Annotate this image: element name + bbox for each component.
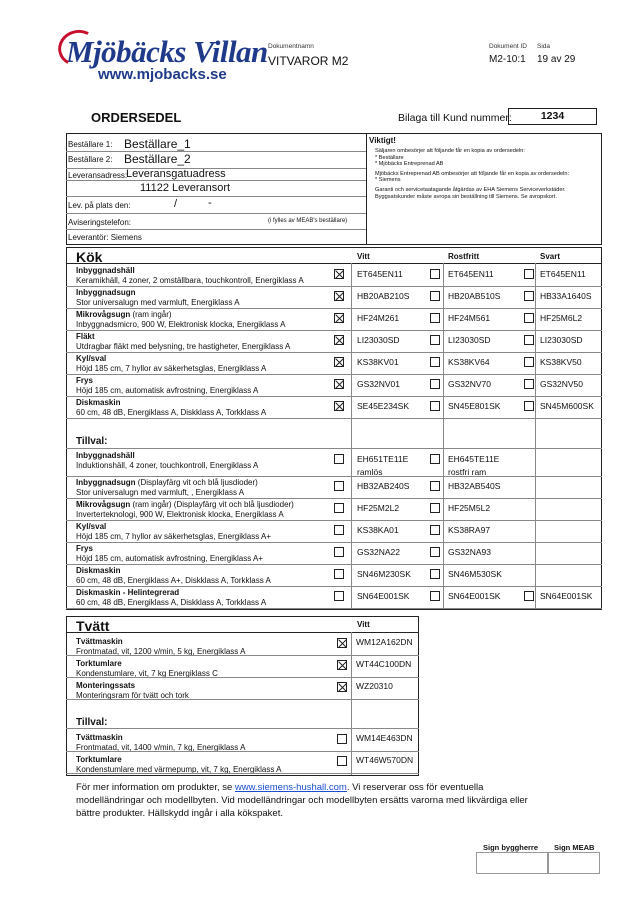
model-number: SN46M230SK [357, 569, 411, 579]
product-desc: Frontmatad, vit, 1200 v/min, 5 kg, Energiklass A [76, 647, 246, 656]
important-note [369, 136, 599, 200]
model-number: ET645EN11 [357, 269, 403, 279]
product-name-text: Mikrovågsugn [76, 310, 131, 319]
product-desc: 60 cm, 48 dB, Energiklass A+, Diskklass A, Torkklass A [76, 576, 271, 585]
kitchen-tillval-label: Tillval: [76, 436, 108, 447]
product-desc: 60 cm, 48 dB, Energiklass A, Diskklass A, Torkklass A [76, 598, 267, 607]
product-desc: Kondenstumlare med värmepump, vit, 7 kg, Energiklass A [76, 765, 282, 774]
checkbox-svart[interactable] [524, 591, 534, 601]
product-name [76, 376, 93, 385]
product-name-text: Fläkt [76, 332, 95, 341]
model-number: KS38KV01 [357, 357, 399, 367]
checkbox-vitt[interactable] [337, 682, 347, 692]
phone-label: Aviseringstelefon: [68, 218, 131, 227]
buyer1-label: Beställare 1: [68, 140, 113, 149]
product-name [76, 332, 95, 341]
model-number: LI23030SD [540, 335, 583, 345]
buyer1-field[interactable]: Beställare_1 [124, 137, 191, 151]
checkbox-svart[interactable] [524, 291, 534, 301]
logo-url: www.mjobacks.se [98, 66, 227, 83]
model-number: SN64E001SK [448, 591, 501, 601]
product-name-text: Kyl/sval [76, 354, 107, 363]
footer-text [76, 781, 596, 820]
model-number: HF25M6L2 [540, 313, 583, 323]
model-number: SN46M530SK [448, 569, 502, 579]
important-line: Mjöbäcks Entreprenad AB ombesörjer att följande får en kopia av ordersedeln: [375, 170, 570, 177]
address-label: Leveransadress: [68, 171, 128, 180]
product-name [76, 500, 294, 509]
checkbox-rostfritt[interactable] [430, 481, 440, 491]
product-name-text: Diskmaskin [76, 398, 121, 407]
checkbox-rostfritt[interactable] [430, 547, 440, 557]
product-name-text: Inbyggnadsugn [76, 478, 136, 487]
checkbox-vitt[interactable] [334, 547, 344, 557]
model-number: HB32AB540S [448, 481, 501, 491]
product-name-text: Diskmaskin - Helintegrerad [76, 588, 180, 597]
checkbox-vitt[interactable] [334, 525, 344, 535]
important-line: Säljaren ombesörjer att följande får en kopia av ordersedeln: [375, 148, 525, 154]
model-number: ET645EN11 [448, 269, 494, 279]
model-number: HF25M2L2 [357, 503, 400, 513]
buyer2-field[interactable]: Beställare_2 [124, 152, 191, 166]
checkbox-vitt[interactable] [334, 269, 344, 279]
signature-meab-box[interactable] [548, 852, 600, 874]
product-name: Torktumlare [76, 755, 122, 764]
checkbox-rostfritt[interactable] [430, 401, 440, 411]
checkbox-rostfritt[interactable] [430, 591, 440, 601]
kitchen-col-svart: Svart [540, 252, 561, 261]
checkbox-vitt[interactable] [334, 591, 344, 601]
row-divider [66, 655, 419, 656]
checkbox-vitt[interactable] [337, 756, 347, 766]
model-number: LI23030SD [357, 335, 400, 345]
checkbox-svart[interactable] [524, 357, 534, 367]
checkbox-rostfritt[interactable] [430, 313, 440, 323]
lot-sep-2: - [208, 197, 212, 209]
model-number: EH651TE11E [357, 454, 409, 464]
company-logo [60, 26, 268, 86]
signature-builder-box[interactable] [476, 852, 548, 874]
order-title: ORDERSEDEL [91, 110, 182, 125]
kitchen-col-vitt: Vitt [357, 252, 370, 261]
checkbox-svart[interactable] [524, 379, 534, 389]
row-divider [66, 418, 602, 419]
model-number: rostfri ram [448, 467, 487, 477]
model-number: WM14E463DN [356, 733, 413, 743]
model-number: ramlös [357, 467, 383, 477]
row-divider [66, 751, 419, 752]
model-number: HB33A1640S [540, 291, 592, 301]
product-name [76, 288, 136, 297]
model-number: ET645EN11 [540, 269, 586, 279]
product-name: Tvättmaskin [76, 733, 123, 742]
model-number: KS38RA97 [448, 525, 491, 535]
model-number: HF24M261 [357, 313, 400, 323]
model-number: HB32AB240S [357, 481, 410, 491]
product-name [76, 566, 120, 575]
product-name-text: Frys [76, 544, 93, 553]
product-desc: Utdragbar fläkt med belysning, tre hastigheter, Energiklass A [76, 342, 291, 351]
footer-pre: För mer information om produkter, se [76, 782, 235, 793]
checkbox-svart[interactable] [524, 401, 534, 411]
siemens-link[interactable]: www.siemens-hushall.com [234, 782, 347, 793]
product-desc: Höjd 185 cm, automatisk avfrostning, Energiklass A [76, 386, 259, 395]
important-line: * Siemens [375, 177, 401, 184]
model-number: SN45M600SK [540, 401, 594, 411]
checkbox-rostfritt[interactable] [430, 379, 440, 389]
important-line: * Mjöbäcks Entreprenad AB [375, 161, 444, 168]
checkbox-vitt[interactable] [334, 481, 344, 491]
attachment-label: Bilaga till Kund nummer: [398, 112, 512, 124]
laundry-col-vitt: Vitt [357, 620, 370, 629]
product-name [76, 398, 120, 407]
model-number: KS38KV64 [448, 357, 490, 367]
doc-name: VITVAROR M2 [268, 54, 349, 68]
checkbox-svart[interactable] [524, 269, 534, 279]
customer-number-field[interactable] [508, 108, 597, 125]
model-number: HB20AB510S [448, 291, 501, 301]
product-name-text: Inbyggnadshäll [76, 451, 135, 460]
product-name-extra: (ram ingår) (Displayfärg vit och blå ljusdioder) [130, 500, 294, 509]
row-divider [66, 677, 419, 678]
product-name-text: Frys [76, 376, 93, 385]
column-divider [443, 263, 444, 609]
product-desc: Höjd 185 cm, 7 hyllor av säkerhetsglas, Energiklass A+ [76, 532, 271, 541]
model-number: SN45E801SK [448, 401, 501, 411]
laundry-tillval-label: Tillval: [76, 717, 108, 728]
row-divider [66, 699, 419, 700]
important-line: Garanti och servicetaatagande åtgärdas av EHA Siemens Serviceverkstäder. [375, 186, 566, 193]
column-divider [351, 263, 352, 609]
model-number: WZ20310 [356, 681, 393, 691]
product-name [76, 310, 172, 319]
model-number: KS38KA01 [357, 525, 399, 535]
postal-field[interactable]: 11122 Leveransort [140, 182, 231, 194]
model-number: GS32NV70 [448, 379, 491, 389]
checkbox-rostfritt[interactable] [430, 291, 440, 301]
important-lines [375, 148, 599, 200]
checkbox-rostfritt[interactable] [430, 357, 440, 367]
product-desc: Inverterteknologi, 900 W, Elektronisk klocka, Energiklass A [76, 510, 284, 519]
supplier-label: Leverantör: Siemens [68, 233, 142, 242]
checkbox-rostfritt[interactable] [430, 503, 440, 513]
checkbox-rostfritt[interactable] [430, 569, 440, 579]
product-name [76, 588, 179, 597]
column-divider [351, 632, 352, 775]
tillval-divider [66, 728, 419, 729]
product-name [76, 354, 106, 363]
product-name-text: Diskmaskin [76, 566, 121, 575]
model-number: SE45E234SK [357, 401, 409, 411]
checkbox-vitt[interactable] [334, 569, 344, 579]
footer-post: . Vi reserverar oss för eventuella [346, 782, 484, 793]
product-name [76, 522, 106, 531]
important-title: Viktigt! [369, 136, 396, 145]
checkbox-vitt[interactable] [334, 291, 344, 301]
doc-name-label: Dokumentnamn [268, 43, 314, 50]
model-number: EH645TE11E [448, 454, 500, 464]
laundry-title: Tvätt [76, 618, 110, 634]
model-number: GS32NA22 [357, 547, 400, 557]
phone-note: (i fylles av MEAB's beställare) [268, 218, 348, 224]
checkbox-vitt[interactable] [334, 454, 344, 464]
checkbox-vitt[interactable] [337, 660, 347, 670]
address-field[interactable]: Leveransgatuadress [126, 168, 226, 180]
checkbox-vitt[interactable] [337, 734, 347, 744]
important-line: * Beställare [375, 154, 404, 161]
model-number: LI23030SD [448, 335, 491, 345]
kitchen-title: Kök [76, 249, 103, 265]
important-line: Byggsatskunder måste avropa sin beställning till Siemens. Se avropskort. [375, 193, 557, 200]
checkbox-vitt[interactable] [334, 379, 344, 389]
checkbox-vitt[interactable] [337, 638, 347, 648]
product-desc: Induktionshäll, 4 zoner, touchkontroll, Energiklass A [76, 461, 259, 470]
product-desc: 60 cm, 48 dB, Energiklass A, Diskklass A, Torkklass A [76, 408, 267, 417]
product-desc: Höjd 185 cm, automatisk avfrostning, Energiklass A+ [76, 554, 263, 563]
product-desc: Inbyggnadsmicro, 900 W, Elektronisk klocka, Energiklass A [76, 320, 286, 329]
checkbox-vitt[interactable] [334, 335, 344, 345]
model-number: HF25M5L2 [448, 503, 491, 513]
kitchen-col-rostfritt: Rostfritt [448, 252, 480, 261]
model-number: SN64E001SK [357, 591, 410, 601]
checkbox-vitt[interactable] [334, 313, 344, 323]
logo-brand-name: Mjöbäcks Villan [66, 34, 268, 69]
lot-sep-1: / [174, 198, 178, 210]
checkbox-vitt[interactable] [334, 503, 344, 513]
product-name-text: Inbyggnadshäll [76, 266, 135, 275]
footer-line3: bättre produkter. Hällskydd ingår i alla kökspaket. [76, 808, 283, 819]
model-number: GS32NA93 [448, 547, 491, 557]
checkbox-vitt[interactable] [334, 357, 344, 367]
checkbox-rostfritt[interactable] [430, 525, 440, 535]
doc-id: M2-10:1 [489, 54, 526, 65]
model-number: KS38KV50 [540, 357, 582, 367]
model-number: SN64E001SK [540, 591, 593, 601]
model-number: WM12A162DN [356, 637, 413, 647]
doc-id-label: Dokument ID [489, 43, 527, 50]
product-desc: Monteringsram för tvätt och tork [76, 691, 189, 700]
checkbox-rostfritt[interactable] [430, 269, 440, 279]
product-desc: Stor universalugn med varmluft, Energiklass A [76, 298, 240, 307]
product-name [76, 478, 258, 487]
page-label: Sida [537, 43, 551, 50]
product-name-extra: (ram ingår) [130, 310, 172, 319]
footer-line2: modelländringar och modellbyten. Vid modelländringar och modellbyten ersätts varorna med likvärdiga eller [76, 795, 528, 806]
product-desc: Stor universalugn med varmluft, , Energiklass A [76, 488, 245, 497]
product-desc: Höjd 185 cm, 7 hyllor av säkerhetsglas, Energiklass A [76, 364, 267, 373]
product-desc: Frontmatad, vit, 1400 v/min, 7 kg, Energiklass A [76, 743, 246, 752]
product-name-extra: (Displayfärg vit och blå ljusdioder) [135, 478, 258, 487]
row-divider [66, 773, 419, 774]
column-divider [535, 263, 536, 609]
checkbox-rostfritt[interactable] [430, 454, 440, 464]
product-desc: Keramikhäll, 4 zoner, 2 omställbara, touchkontroll, Energiklass A [76, 276, 304, 285]
checkbox-rostfritt[interactable] [430, 335, 440, 345]
checkbox-vitt[interactable] [334, 401, 344, 411]
product-name [76, 451, 135, 460]
laundry-header-divider [66, 632, 419, 633]
product-name: Monteringssats [76, 681, 136, 690]
page-number: 19 av 29 [537, 54, 576, 65]
product-name-text: Mikrovågsugn [76, 500, 131, 509]
model-number: HF24M561 [448, 313, 491, 323]
lot-label: Lev. på plats den: [68, 201, 131, 210]
model-number: GS32NV01 [357, 379, 400, 389]
model-number: GS32NV50 [540, 379, 583, 389]
signature-meab-label: Sign MEAB [554, 843, 595, 852]
product-name: Torktumlare [76, 659, 122, 668]
product-name: Tvättmaskin [76, 637, 123, 646]
signature-builder-label: Sign byggherre [483, 843, 539, 852]
model-number: HB20AB210S [357, 291, 410, 301]
customer-number: 1234 [540, 110, 565, 122]
product-name-text: Kyl/sval [76, 522, 107, 531]
checkbox-svart[interactable] [524, 313, 534, 323]
checkbox-svart[interactable] [524, 335, 534, 345]
product-name [76, 544, 93, 553]
product-name [76, 266, 135, 275]
buyer2-label: Beställare 2: [68, 155, 113, 164]
model-number: WT44C100DN [356, 659, 412, 669]
model-number: WT46W570DN [356, 755, 414, 765]
row-divider [66, 608, 602, 609]
product-name-text: Inbyggnadsugn [76, 288, 136, 297]
product-desc: Kondenstumlare, vit, 7 kg Energiklass C [76, 669, 218, 678]
